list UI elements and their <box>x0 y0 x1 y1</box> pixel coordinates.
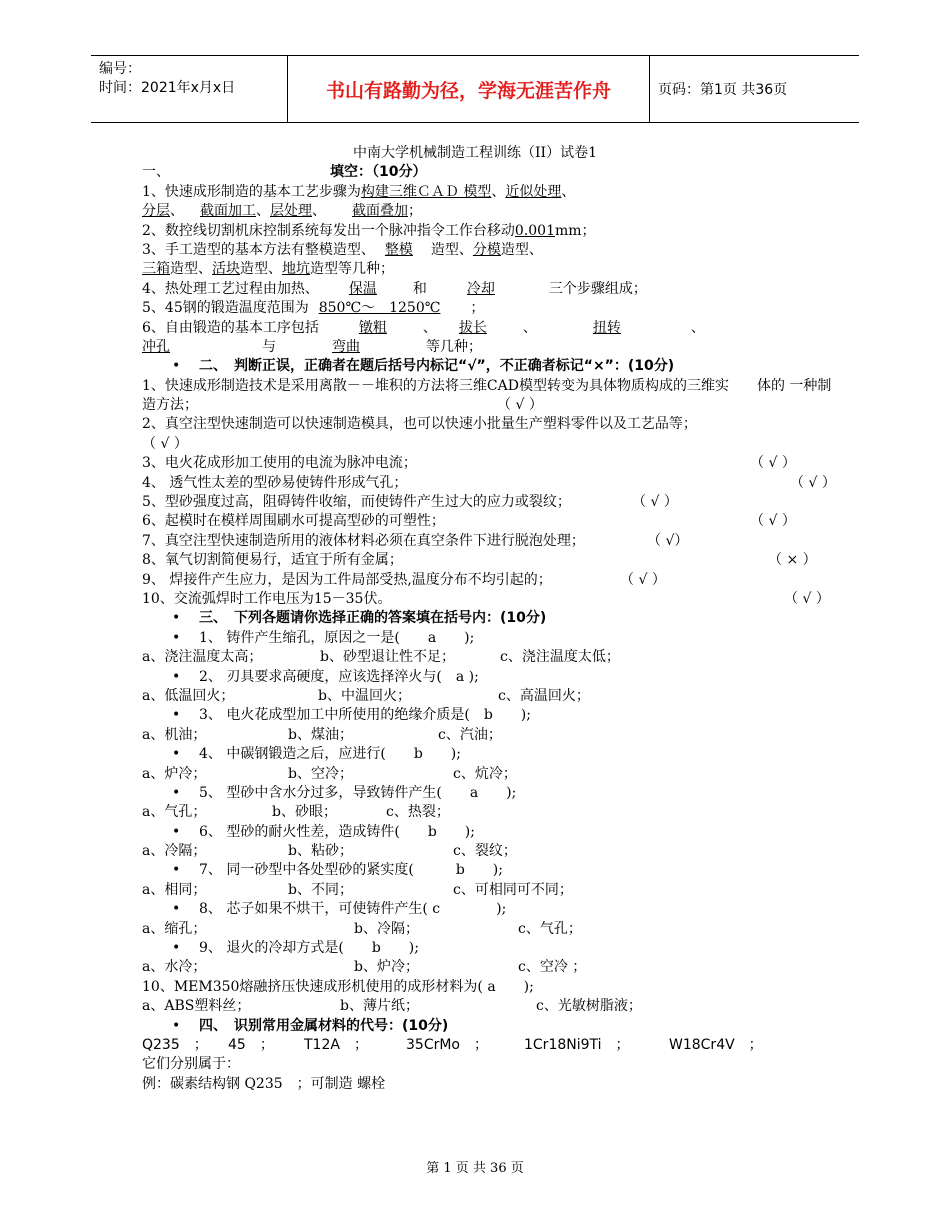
option-a: a、气孔； <box>142 804 207 821</box>
fill-text: 、 <box>690 319 705 336</box>
section-4-title: 四、 识别常用金属材料的代号：(10分) <box>199 1017 449 1034</box>
choice-options <box>142 958 950 977</box>
fill-text: 4、热处理工艺过程由加热、 <box>142 280 319 297</box>
choice-question <box>142 668 950 687</box>
fill-answer: 弯曲 <box>332 338 360 355</box>
option-a: a、ABS塑料丝； <box>142 998 251 1015</box>
option-c: c、气孔； <box>518 920 582 937</box>
bullet-icon: • <box>172 707 181 724</box>
judge-mark: （ √ ） <box>142 435 188 452</box>
option-b: b、煤油； <box>288 726 353 743</box>
choice-text: 3、 电火花成型加工中所使用的绝缘介质是( b ); <box>199 707 531 724</box>
judge-text: 9、 焊接件产生应力，是因为工件局部受热,温度分布不均引起的； <box>142 571 552 588</box>
judge-text: 1、快速成形制造技术是采用离散－－堆积的方法将三维CAD模型转变为具体物质构成的三维实 体的 一种制 <box>142 377 832 394</box>
choice-text: 1、 铸件产生缩孔，原因之一是( a ); <box>199 629 475 646</box>
bullet-icon: • <box>172 668 181 685</box>
material-code: 45 ； <box>228 1036 274 1053</box>
option-c: c、可相同可不同； <box>453 881 573 898</box>
fill-answer: 拔长 <box>458 319 487 336</box>
choice-question <box>142 784 950 803</box>
judge-item <box>142 454 950 473</box>
judge-mark: （ √ ） <box>750 455 796 472</box>
exam-title: 中南大学机械制造工程训练（II）试卷1 <box>353 145 597 161</box>
judge-item <box>142 571 950 590</box>
judge-text: 3、电火花成形加工使用的电流为脉冲电流； <box>142 455 417 472</box>
bullet-icon: • <box>172 746 181 763</box>
choice-text: 8、 芯子如果不烘干，可使铸件产生( c ); <box>199 901 507 918</box>
fill-q6-line2 <box>142 338 950 357</box>
choice-question <box>142 629 950 648</box>
material-code: 1Cr18Ni9Ti ； <box>524 1036 630 1053</box>
judge-text: 4、 透气性太差的型砂易使铸件形成气孔； <box>142 474 408 491</box>
fill-answer: 冲孔 <box>142 338 170 355</box>
fill-text: 1、快速成形制造的基本工艺步骤为 <box>142 183 361 200</box>
bullet-icon: • <box>172 1017 181 1034</box>
judge-text: 6、起模时在模样周围刷水可提高型砂的可塑性； <box>142 513 445 530</box>
fill-text: 、 <box>256 203 270 220</box>
choice-question <box>142 861 950 880</box>
choice-question <box>142 745 950 764</box>
judge-item <box>142 590 950 609</box>
option-b: b、粘砂； <box>288 843 353 860</box>
fill-q4 <box>142 280 950 299</box>
fill-answer: 850℃～ 1250℃ <box>318 300 441 317</box>
fill-answer: 三箱 <box>142 261 170 278</box>
bullet-icon: • <box>172 610 181 627</box>
belongs-line: 它们分别属于： <box>142 1056 240 1073</box>
fill-q1-line2 <box>142 202 950 221</box>
bullet-icon: • <box>172 940 181 957</box>
option-a: a、低温回火； <box>142 687 235 704</box>
bullet-icon: • <box>172 901 181 918</box>
fill-text: 造型、 <box>500 241 543 258</box>
choice-options <box>142 997 950 1016</box>
fill-text: 2、数控线切割机床控制系统每发出一个脉冲指令工作台移动 <box>142 222 515 239</box>
option-b: b、中温回火； <box>318 687 411 704</box>
judge-item-cont <box>142 435 950 454</box>
choice-options <box>142 687 950 706</box>
fill-answer: 构建三维ＣＡＤ 模型 <box>360 183 492 200</box>
bullet-icon: • <box>172 823 181 840</box>
judge-mark: （ √ ） <box>790 474 836 491</box>
page-header <box>91 55 859 123</box>
option-c: c、炕冷； <box>453 765 517 782</box>
fill-answer: 冷却 <box>466 280 495 297</box>
judge-text: 7、真空注型快速制造所用的液体材料必须在真空条件下进行脱泡处理； <box>142 532 585 549</box>
fill-text: 、 <box>170 203 184 220</box>
option-a: a、机油； <box>142 726 207 743</box>
fill-answer: 保温 <box>348 280 377 297</box>
fill-text: 三个步骤组成； <box>548 280 647 297</box>
fill-text: 、 <box>561 183 576 200</box>
fill-text: 造型、 <box>240 261 282 278</box>
fill-answer: 镦粗 <box>358 319 387 336</box>
fill-text: 、 <box>522 319 537 336</box>
judge-item <box>142 512 950 531</box>
fill-q1-line1 <box>142 183 950 202</box>
fill-text: 等几种； <box>426 338 482 355</box>
section-2-title: 二、 判断正误，正确者在题后括号内标记“√”，不正确者标记“×”：(10分) <box>199 358 675 375</box>
judge-item <box>142 532 950 551</box>
option-b: b、炉冷； <box>354 959 419 976</box>
option-a: a、相同； <box>142 881 207 898</box>
choice-text: 9、 退火的冷却方式是( b ); <box>199 940 419 957</box>
option-b: b、冷隔； <box>354 920 419 937</box>
fill-q5 <box>142 299 950 318</box>
fill-text: 、 <box>491 183 506 200</box>
bullet-icon: • <box>172 629 181 646</box>
material-codes <box>142 1036 950 1055</box>
choice-text: 2、 刃具要求高硬度，应该选择淬火与( a ); <box>199 668 479 685</box>
example-line: 例：碳素结构钢 Q235 ；可制造 螺栓 <box>142 1075 386 1092</box>
header-motto: 书山有路勤为径，学海无涯苦作舟 <box>287 56 650 122</box>
option-c: c、浇注温度太低； <box>500 649 620 666</box>
judge-mark: （ √） <box>647 532 689 549</box>
option-c: c、裂纹； <box>453 843 517 860</box>
option-b: b、砂型退让性不足； <box>320 649 455 666</box>
fill-text: 和 <box>412 280 427 297</box>
header-page-info: 页码：第1页 共36页 <box>658 82 788 98</box>
option-a: a、水冷； <box>142 959 207 976</box>
option-c: c、汽油； <box>438 726 502 743</box>
fill-answer: 层处理 <box>270 203 312 220</box>
section-1-title: 填空：（10分） <box>330 164 427 181</box>
section-3-title: 三、 下列各题请你选择正确的答案填在括号内：(10分) <box>199 610 547 627</box>
choice-question-10 <box>142 978 950 997</box>
choice-text: 4、 中碳钢锻造之后，应进行( b ); <box>199 746 461 763</box>
option-b: b、薄片纸； <box>340 998 419 1015</box>
time-label: 时间：2021年x月x日 <box>99 80 236 96</box>
section-2-heading <box>142 357 950 376</box>
judge-mark: （ √ ） <box>620 571 666 588</box>
choice-options <box>142 920 950 939</box>
judge-item <box>142 377 950 396</box>
option-a: a、缩孔； <box>142 920 207 937</box>
fill-text: 造型、 <box>170 261 212 278</box>
choice-options <box>142 765 950 784</box>
fill-text: 、 <box>312 203 326 220</box>
fill-q3-line2 <box>142 260 950 279</box>
section-3-heading <box>142 609 950 628</box>
option-b: b、砂眼； <box>272 804 337 821</box>
fill-text: mm； <box>555 222 596 239</box>
fill-answer: 近似处理 <box>505 183 562 200</box>
option-b: b、空冷； <box>288 765 353 782</box>
judge-text: 造方法； <box>142 397 198 414</box>
fill-text: 造型、 <box>430 241 473 258</box>
choice-text: 7、 同一砂型中各处型砂的紧实度( b ); <box>199 862 503 879</box>
exam-content <box>142 144 950 1094</box>
choice-options <box>142 842 950 861</box>
bullet-icon: • <box>172 862 181 879</box>
fill-answer: 扭转 <box>592 319 621 336</box>
option-c: c、光敏树脂液； <box>536 998 642 1015</box>
section-1-heading <box>142 163 950 182</box>
number-label: 编号： <box>99 61 141 77</box>
choice-text: 10、MEM350熔融挤压快速成形机使用的成形材料为( a ); <box>142 978 534 995</box>
option-a: a、浇注温度太高； <box>142 649 263 666</box>
page-footer: 第 1 页 共 36 页 <box>426 1161 524 1176</box>
material-code: W18Cr4V ； <box>669 1036 763 1053</box>
fill-answer: 截面叠加 <box>352 203 408 220</box>
material-code: T12A ； <box>304 1036 368 1053</box>
judge-mark: （ × ） <box>768 552 817 569</box>
choice-question <box>142 900 950 919</box>
judge-mark: （ √ ） <box>784 590 830 607</box>
choice-options <box>142 726 950 745</box>
fill-text: ； <box>470 300 485 317</box>
fill-answer: 0.001 <box>514 222 555 239</box>
fill-answer: 分模 <box>472 241 501 258</box>
section-1-number: 一、 <box>142 164 170 181</box>
choice-options <box>142 648 950 667</box>
fill-answer: 整模 <box>384 241 413 258</box>
judge-item <box>142 551 950 570</box>
section-4-heading <box>142 1017 950 1036</box>
judge-text: 2、真空注型快速制造可以快速制造模具，也可以快速小批量生产塑料零件以及工艺品等； <box>142 416 697 433</box>
option-b: b、不同； <box>288 881 353 898</box>
header-meta <box>99 60 235 98</box>
bullet-icon: • <box>172 784 181 801</box>
choice-question <box>142 939 950 958</box>
fill-text: 3、手工造型的基本方法有整模造型、 <box>142 241 375 258</box>
fill-text: 6、自由锻造的基本工序包括 <box>142 319 319 336</box>
fill-text: 、 <box>422 319 437 336</box>
option-c: c、空冷 ； <box>518 959 587 976</box>
option-c: c、热裂； <box>386 804 450 821</box>
judge-mark: （ √ ） <box>632 494 678 511</box>
judge-mark: （ √ ） <box>750 513 796 530</box>
choice-text: 5、 型砂中含水分过多，导致铸件产生( a ); <box>199 784 517 801</box>
fill-text: 与 <box>262 338 276 355</box>
fill-text: ； <box>408 203 422 220</box>
option-a: a、冷隔； <box>142 843 207 860</box>
fill-text: 5、45钢的锻造温度范围为 <box>142 300 309 317</box>
choice-question <box>142 706 950 725</box>
fill-answer: 地坑 <box>282 261 310 278</box>
choice-text: 6、 型砂的耐火性差，造成铸件( b ); <box>199 823 475 840</box>
judge-item <box>142 474 950 493</box>
fill-q6-line1 <box>142 319 950 338</box>
option-c: c、高温回火； <box>498 687 590 704</box>
material-code: 35CrMo ； <box>406 1036 488 1053</box>
material-code: Q235 ； <box>142 1036 208 1053</box>
judge-text: 8、氧气切割简便易行，适宜于所有金属； <box>142 552 403 569</box>
judge-mark: （ √ ） <box>497 397 543 414</box>
fill-answer: 活块 <box>212 261 240 278</box>
judge-text: 10、交流弧焊时工作电压为15－35伏。 <box>142 590 392 607</box>
fill-q3-line1 <box>142 241 950 260</box>
judge-item <box>142 493 950 512</box>
judge-item <box>142 415 950 434</box>
judge-item-cont <box>142 396 950 415</box>
choice-options <box>142 803 950 822</box>
judge-text: 5、型砂强度过高，阻碍铸件收缩，而使铸件产生过大的应力或裂纹； <box>142 494 571 511</box>
choice-options <box>142 881 950 900</box>
fill-q2 <box>142 222 950 241</box>
fill-text: 造型等几种； <box>310 261 394 278</box>
option-a: a、炉冷； <box>142 765 207 782</box>
fill-answer: 截面加工 <box>200 203 256 220</box>
bullet-icon: • <box>172 358 181 375</box>
choice-question <box>142 823 950 842</box>
fill-answer: 分层 <box>142 203 170 220</box>
